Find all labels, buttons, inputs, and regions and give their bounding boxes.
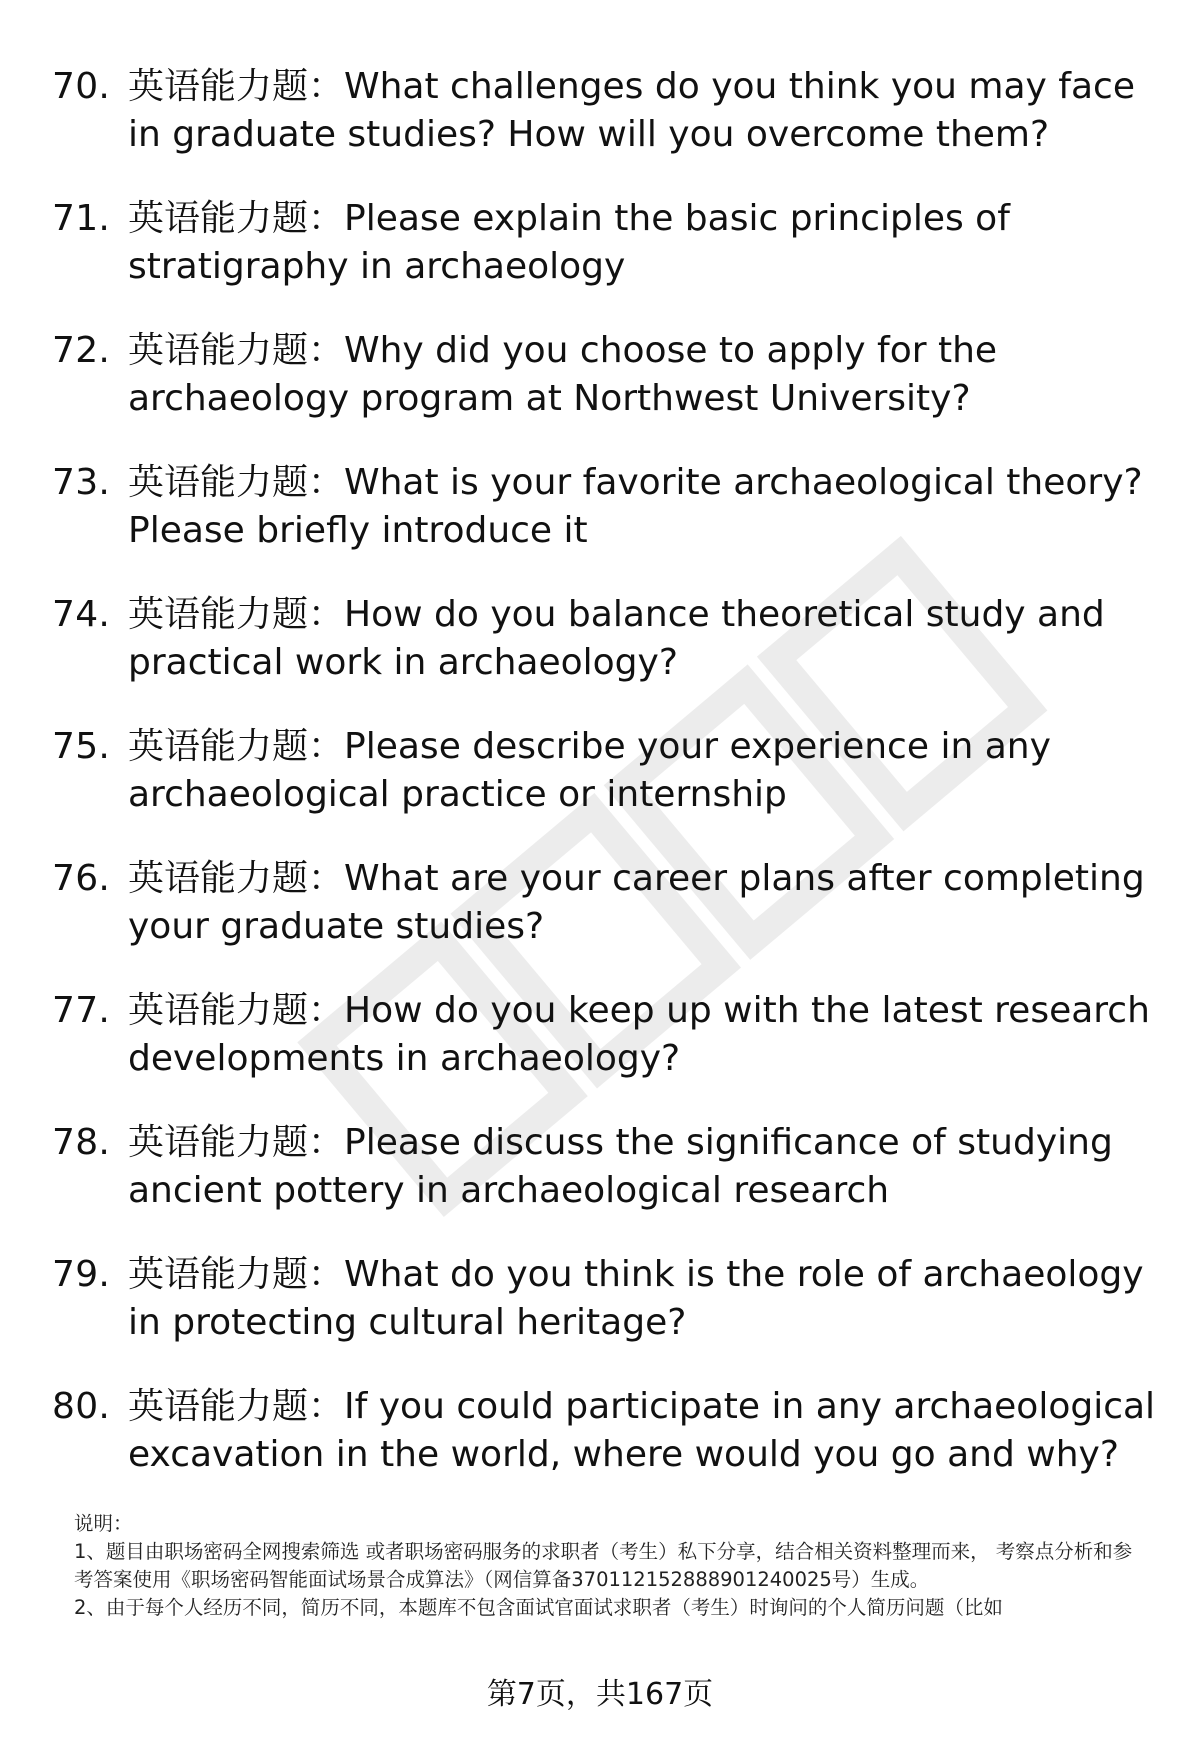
question-body — [128, 195, 1168, 291]
question-number: 78. — [52, 1122, 111, 1163]
question-number: 79. — [52, 1254, 111, 1295]
question-item — [0, 451, 1200, 583]
question-item — [0, 55, 1200, 187]
question-number: 76. — [52, 858, 111, 899]
question-item — [0, 583, 1200, 715]
question-body — [128, 459, 1168, 555]
question-item — [0, 715, 1200, 847]
question-item — [0, 979, 1200, 1111]
question-text: What is your favorite archaeological theory? Please briefly introduce it — [128, 462, 1143, 551]
question-tag: 英语能力题： — [128, 198, 345, 239]
question-text: Please describe your experience in any archaeological practice or internship — [128, 726, 1051, 815]
notes-item-2: 2、由于每个人经历不同，简历不同，本题库不包含面试官面试求职者（考生）时询问的个人简历问题（比如 — [74, 1596, 1003, 1619]
question-text: What challenges do you think you may face in graduate studies? How will you overcome them? — [128, 66, 1135, 155]
question-tag: 英语能力题： — [128, 1122, 345, 1163]
page-number: 第7页，共167页 — [486, 1677, 714, 1712]
notes-section — [74, 1510, 1134, 1622]
question-item — [0, 1243, 1200, 1375]
question-body — [128, 987, 1168, 1083]
question-body — [128, 1251, 1168, 1347]
question-body — [128, 591, 1168, 687]
question-body — [128, 723, 1168, 819]
question-body — [128, 855, 1168, 951]
notes-heading: 说明： — [74, 1512, 133, 1535]
question-tag: 英语能力题： — [128, 594, 345, 635]
question-text: If you could participate in any archaeological excavation in the world, where would you go and why? — [128, 1386, 1156, 1475]
question-item — [0, 319, 1200, 451]
question-tag: 英语能力题： — [128, 858, 345, 899]
question-body — [128, 1119, 1168, 1215]
question-text: What are your career plans after completing your graduate studies? — [128, 858, 1145, 947]
question-tag: 英语能力题： — [128, 330, 345, 371]
question-text: Please discuss the significance of studying ancient pottery in archaeological research — [128, 1122, 1113, 1211]
question-item — [0, 1111, 1200, 1243]
question-text: How do you keep up with the latest research developments in archaeology? — [128, 990, 1150, 1079]
question-tag: 英语能力题： — [128, 726, 345, 767]
question-text: Please explain the basic principles of stratigraphy in archaeology — [128, 198, 1010, 287]
question-tag: 英语能力题： — [128, 462, 345, 503]
question-body — [128, 327, 1168, 423]
question-tag: 英语能力题： — [128, 990, 345, 1031]
question-text: Why did you choose to apply for the archaeology program at Northwest University? — [128, 330, 998, 419]
question-number: 74. — [52, 594, 111, 635]
question-body — [128, 1383, 1168, 1479]
question-number: 77. — [52, 990, 111, 1031]
question-item — [0, 847, 1200, 979]
question-number: 71. — [52, 198, 111, 239]
question-number: 80. — [52, 1386, 111, 1427]
question-body — [128, 63, 1168, 159]
question-item — [0, 1375, 1200, 1507]
question-tag: 英语能力题： — [128, 1386, 345, 1427]
notes-item-1: 1、题目由职场密码全网搜索筛选 或者职场密码服务的求职者（考生）私下分享，结合相关资料整理而来， 考察点分析和参考答案使用《职场密码智能面试场景合成算法》（网信算备370112152888901240025号）生成。 — [74, 1540, 1133, 1591]
question-number: 72. — [52, 330, 111, 371]
question-number: 70. — [52, 66, 111, 107]
question-tag: 英语能力题： — [128, 1254, 345, 1295]
question-number: 73. — [52, 462, 111, 503]
question-number: 75. — [52, 726, 111, 767]
question-item — [0, 187, 1200, 319]
question-tag: 英语能力题： — [128, 66, 345, 107]
question-list — [0, 55, 1200, 1507]
question-text: What do you think is the role of archaeology in protecting cultural heritage? — [128, 1254, 1144, 1343]
question-text: How do you balance theoretical study and practical work in archaeology? — [128, 594, 1105, 683]
